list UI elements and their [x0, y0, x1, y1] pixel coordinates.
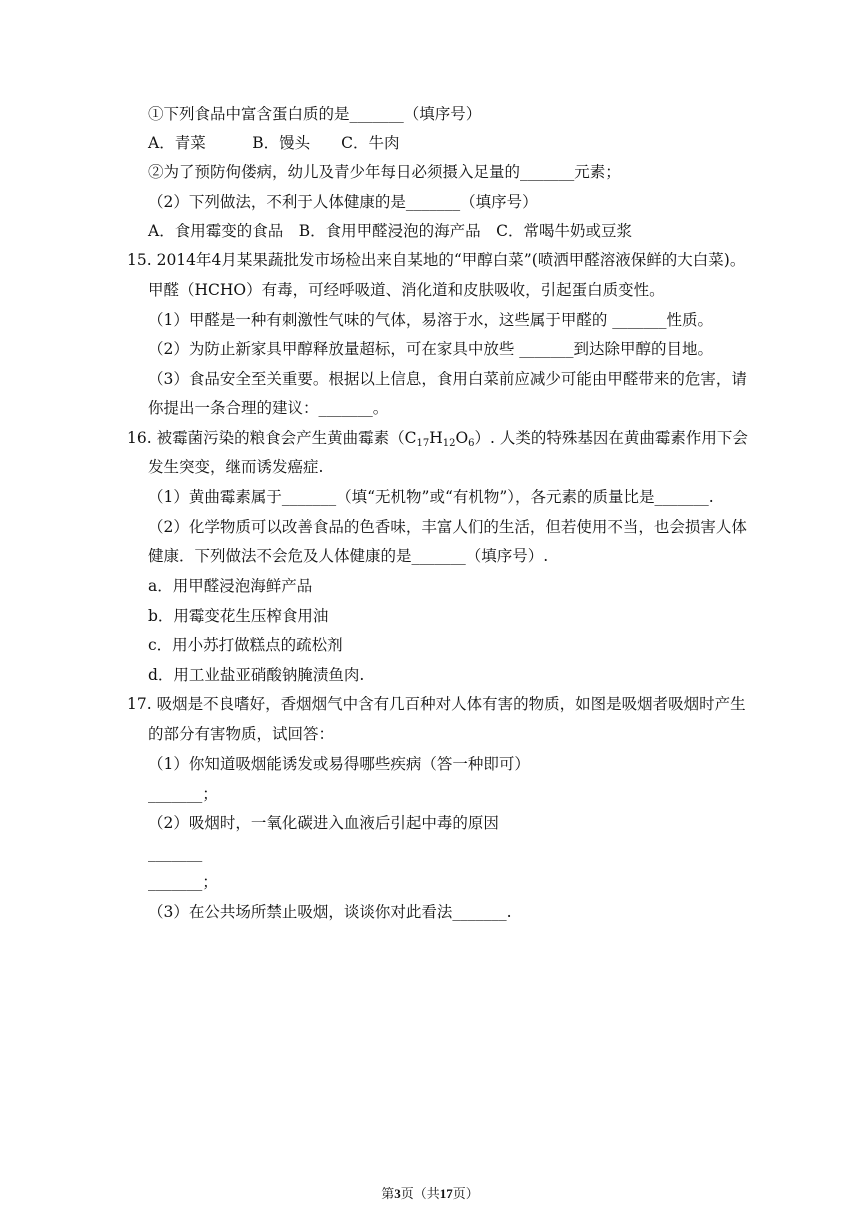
footer-page-number: 3 — [394, 1186, 401, 1201]
q16-option-b: b．用霉变花生压榨食用油 — [148, 607, 329, 625]
q14-sub1-question: ①下列食品中富含蛋白质的是_______（填序号） — [148, 105, 482, 123]
formula-subscript-o: 6 — [468, 438, 475, 449]
q17-part1-answer-blank: _______； — [148, 785, 218, 803]
q17-stem-line2: 的部分有害物质，试回答： — [148, 725, 335, 743]
q16-part2-line2: 健康．下列做法不会危及人体健康的是_______（填序号）. — [148, 547, 549, 565]
q17-part1: （1）你知道吸烟能诱发或易得哪些疾病（答一种即可） — [148, 755, 530, 773]
q14-part2-question: （2）下列做法，不利于人体健康的是_______（填序号） — [148, 193, 538, 211]
q16-stem-line2: 发生突变，继而诱发癌症. — [148, 458, 324, 476]
q17-part3: （3）在公共场所禁止吸烟，谈谈你对此看法_______. — [148, 903, 512, 921]
footer-total-pages: 17 — [439, 1186, 453, 1201]
q15-stem-line1: 15. 2014年4月某果蔬批发市场检出来自某地的“甲醇白菜”(喷洒甲醛溶液保鲜的大白菜)。 — [127, 251, 746, 269]
q16-part1: （1）黄曲霉素属于_______（填“无机物”或“有机物”），各元素的质量比是_______. — [148, 488, 714, 506]
q15-part2: （2）为防止新家具甲醇释放量超标，可在家具中放些 _______到达除甲醇的目地。 — [148, 340, 714, 358]
q16-stem-text-start: 16. 被霉菌污染的粮食会产生黄曲霉素（C — [127, 429, 417, 447]
formula-subscript-c: 17 — [416, 438, 430, 449]
q17-part2-answer-blank-1: _______ — [148, 844, 203, 862]
footer-prefix: 第 — [381, 1187, 395, 1202]
footer-middle: 页（共 — [400, 1187, 440, 1202]
formula-o: O — [455, 429, 469, 447]
q15-part3-line1: （3）食品安全至关重要。根据以上信息，食用白菜前应减少可能由甲醛带来的危害，请 — [148, 370, 747, 388]
q16-stem-text-end: ）. 人类的特殊基因在黄曲霉素作用下会 — [474, 429, 748, 447]
q16-option-a: a．用甲醛浸泡海鲜产品 — [148, 577, 313, 595]
footer-suffix: 页） — [452, 1187, 479, 1202]
q16-option-d: d．用工业盐亚硝酸钠腌渍鱼肉. — [148, 666, 365, 684]
q14-part2-options: A．食用霉变的食品 B．食用甲醛浸泡的海产品 C．常喝牛奶或豆浆 — [148, 222, 632, 240]
page-footer — [0, 1183, 860, 1202]
q16-stem-line1 — [127, 428, 748, 454]
q15-stem-line2: 甲醛（HCHO）有毒，可经呼吸道、消化道和皮肤吸收，引起蛋白质变性。 — [148, 281, 665, 299]
formula-h: H — [429, 429, 443, 447]
q16-part2-line1: （2）化学物质可以改善食品的色香味，丰富人们的生活，但若使用不当，也会损害人体 — [148, 518, 747, 536]
q17-part2: （2）吸烟时，一氧化碳进入血液后引起中毒的原因 — [148, 814, 499, 832]
q15-part1: （1）甲醛是一种有刺激性气味的气体，易溶于水，这些属于甲醛的 _______性质。 — [148, 311, 714, 329]
q14-sub1-options: A．青菜 B．馒头 C．牛肉 — [148, 134, 400, 152]
q15-part3-line2: 你提出一条合理的建议：_______。 — [148, 399, 389, 417]
q14-sub2-question: ②为了预防佝偻病，幼儿及青少年每日必须摄入足量的_______元素； — [148, 163, 621, 181]
q17-stem-line1: 17. 吸烟是不良嗜好，香烟烟气中含有几百种对人体有害的物质，如图是吸烟者吸烟时产生 — [127, 695, 746, 713]
q16-option-c: c．用小苏打做糕点的疏松剂 — [148, 636, 343, 654]
q17-part2-answer-blank-2: _______； — [148, 873, 218, 891]
formula-subscript-h: 12 — [442, 438, 456, 449]
